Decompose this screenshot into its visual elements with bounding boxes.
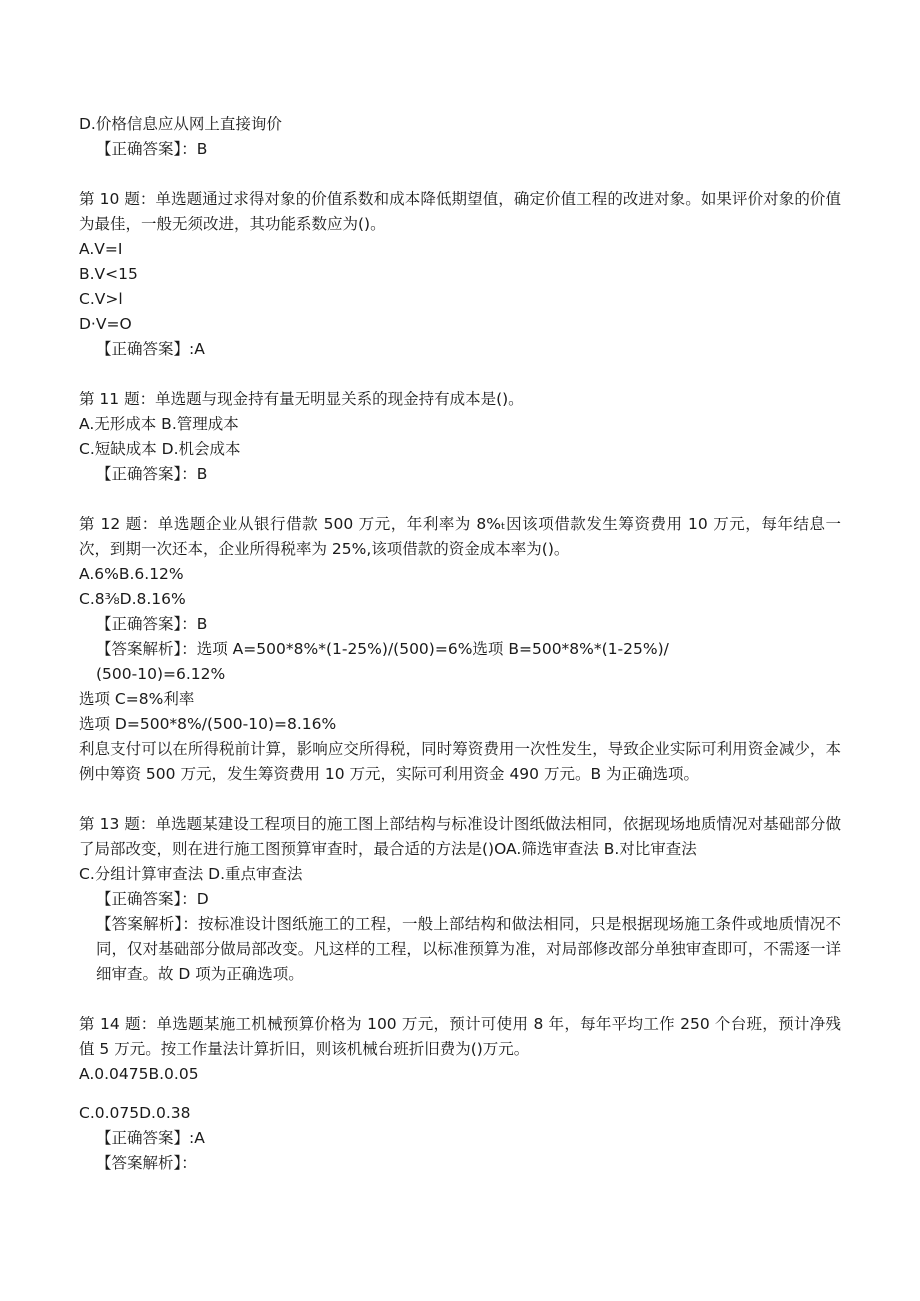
option-line: D·V=O [79, 315, 132, 333]
option-line: A.6%B.6.12% [79, 565, 184, 583]
question-stem: 第 10 题：单选题通过求得对象的价值系数和成本降低期望值，确定价值工程的改进对象。如果评价对象的价值为最佳，一般无须改进，其功能系数应为()。 [79, 190, 841, 233]
option-line: A.V=I [79, 240, 123, 258]
question-stem: 第 11 题：单选题与现金持有量无明显关系的现金持有成本是()。 [79, 390, 524, 408]
option-line: C.V>l [79, 290, 123, 308]
option-line: C.短缺成本 D.机会成本 [79, 440, 241, 458]
analysis-line: 【答案解析】：选项 A=500*8%*(1-25%)/(500)=6%选项 B=500*8%*(1-25%)/ [96, 640, 669, 658]
analysis-line: 选项 C=8%利率 [79, 690, 195, 708]
analysis-paragraph: 【答案解析】：按标准设计图纸施工的工程，一般上部结构和做法相同，只是根据现场施工条件或地质情况不同，仅对基础部分做局部改变。凡这样的工程，以标准预算为准，对局部修改部分单独审查即可，不需逐一详细审查。故 D 项为正确选项。 [96, 915, 841, 983]
answer-line: 【正确答案】：B [96, 465, 208, 483]
analysis-line: 选项 D=500*8%/(500-10)=8.16% [79, 715, 337, 733]
answer-line: 【正确答案】：D [96, 890, 209, 908]
option-line: C.8⅜D.8.16% [79, 590, 186, 608]
answer-line: 【正确答案】：B [96, 615, 208, 633]
question-stem: 第 12 题：单选题企业从银行借款 500 万元，年利率为 8%ₜ因该项借款发生筹资费用 10 万元，每年结息一次，到期一次还本，企业所得税率为 25%,该项借款的资金成本率为()。 [79, 515, 841, 558]
analysis-line: 【答案解析】： [96, 1154, 197, 1172]
option-line: A.0.0475B.0.05 [79, 1065, 199, 1083]
analysis-line: (500-10)=6.12% [96, 665, 226, 683]
option-line: C.0.075D.0.38 [79, 1104, 191, 1122]
question-stem: 第 13 题：单选题某建设工程项目的施工图上部结构与标准设计图纸做法相同，依据现场地质情况对基础部分做了局部改变，则在进行施工图预算审查时，最合适的方法是()OA.筛选审查法 B.对比审查法 [79, 815, 841, 858]
document-page [79, 112, 841, 1176]
option-line: C.分组计算审查法 D.重点审查法 [79, 865, 303, 883]
analysis-paragraph: 利息支付可以在所得税前计算，影响应交所得税，同时筹资费用一次性发生，导致企业实际可利用资金减少，本例中筹资 500 万元，发生筹资费用 10 万元，实际可利用资金 490 万元。B 为正确选项。 [79, 740, 841, 783]
option-line: B.V<15 [79, 265, 138, 283]
option-line: D.价格信息应从网上直接询价 [79, 115, 282, 133]
answer-line: 【正确答案】:A [96, 1129, 205, 1147]
answer-line: 【正确答案】:A [96, 340, 205, 358]
answer-line: 【正确答案】：B [96, 140, 208, 158]
option-line: A.无形成本 B.管理成本 [79, 415, 239, 433]
question-stem: 第 14 题：单选题某施工机械预算价格为 100 万元，预计可使用 8 年，每年平均工作 250 个台班，预计净残值 5 万元。按工作量法计算折旧，则该机械台班折旧费为()万元。 [79, 1015, 841, 1058]
